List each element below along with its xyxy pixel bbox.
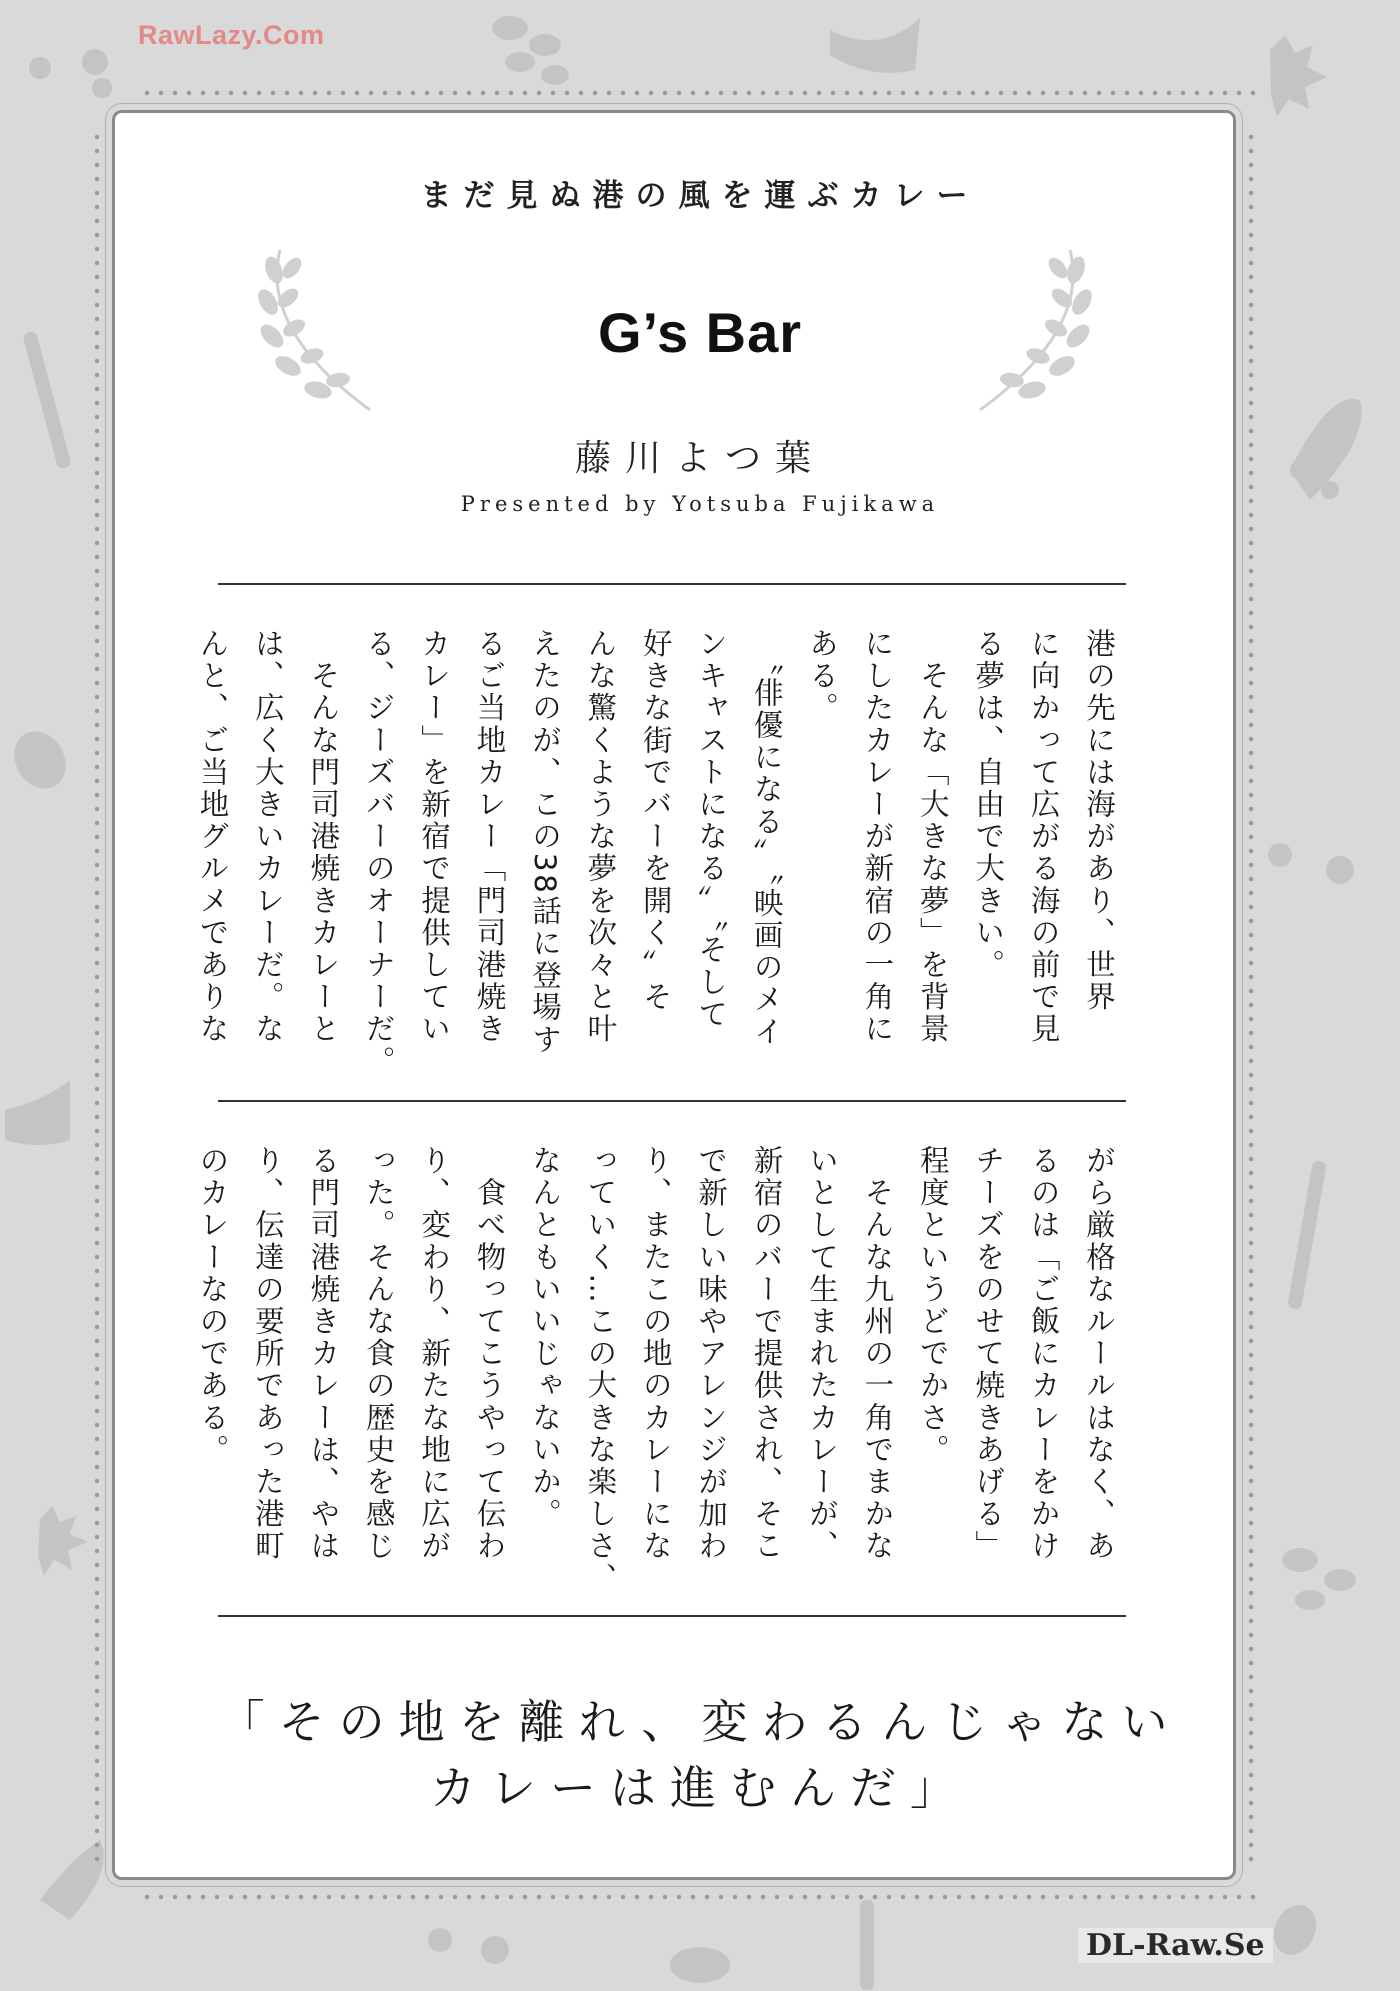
body-text-column: った。そんな食の歴史を感じ (361, 1145, 396, 1563)
body-text-column: り、伝達の要所であった港町 (250, 1145, 285, 1563)
closing-quote-line-1: 「その地を離れ、変わるんじゃない (218, 1695, 1182, 1749)
body-text-column: いとして生まれたカレーが、 (804, 1145, 839, 1563)
body-text-column: 好きな街でバーを開く〟そ (638, 628, 673, 1014)
article-title: G’s Bar (597, 301, 803, 364)
body-text-column: っていく…この大きな楽しさ、 (583, 1145, 618, 1595)
body-text-column: 〝俳優になる〟〝映画のメイ (749, 628, 784, 1048)
body-text-column: そんな九州の一角でまかな (860, 1145, 895, 1563)
body-text-column: る門司港焼きカレーは、やは (306, 1145, 341, 1563)
divider-top (218, 583, 1126, 585)
article-subtitle: まだ見ぬ港の風を運ぶカレー (420, 178, 980, 214)
body-text-column: 新宿のバーで提供され、そこ (749, 1145, 784, 1563)
body-text-column: る夢は、自由で大きい。 (971, 628, 1006, 982)
dotted-border-bottom (140, 1892, 1260, 1902)
body-text-column: に向かって広がる海の前で見 (1026, 628, 1061, 1046)
body-text-block-1 (195, 628, 1126, 1078)
body-text-column: 港の先には海があり、世界 (1082, 628, 1116, 1014)
body-text-column: で新しい味やアレンジが加わ (694, 1145, 729, 1563)
body-text-column: ンキャストになる〟〝そして (694, 628, 729, 1031)
body-text-column: り、変わり、新たな地に広が (417, 1145, 452, 1563)
presented-by: Presented by Yotsuba Fujikawa (460, 492, 940, 516)
body-text-column: 程度というどでかさ。 (915, 1145, 950, 1466)
body-text-column: ある。 (804, 628, 839, 725)
body-text-column: にしたカレーが新宿の一角に (860, 628, 895, 1046)
body-text-column: るのは「ご飯にカレーをかけ (1026, 1145, 1061, 1563)
body-text-column: そんな「大きな夢」を背景 (915, 628, 950, 1046)
body-text-column: のカレーなのである。 (195, 1145, 230, 1466)
body-text-column: んと、ご当地グルメでありな (195, 628, 230, 1046)
watermark-rawlazy: RawLazy.Com (138, 20, 325, 50)
body-text-column: なんともいいじゃないか。 (527, 1145, 562, 1531)
body-text-column: んな驚くような夢を次々と叶 (583, 628, 618, 1046)
dotted-border-left (92, 130, 102, 1861)
dotted-border-top (140, 88, 1260, 98)
body-text-column: そんな門司港焼きカレーと (306, 628, 341, 1046)
body-text-column: り、またこの地のカレーにな (638, 1145, 673, 1563)
body-text-column: えたのが、この38話に登場す (527, 628, 562, 1056)
divider-bottom (218, 1615, 1126, 1617)
divider-middle (218, 1100, 1126, 1102)
body-text-column: 食べ物ってこうやって伝わ (472, 1145, 507, 1563)
author-name: 藤川よつ葉 (574, 438, 825, 479)
body-text-block-2 (195, 1145, 1126, 1595)
watermark-dlraw: DL-Raw.Se (1078, 1928, 1273, 1963)
body-text-column: る、ジーズバーのオーナーだ。 (361, 628, 396, 1078)
body-text-column: がら厳格なルールはなく、あ (1082, 1145, 1116, 1563)
body-text-column: チーズをのせて焼きあげる」 (971, 1145, 1006, 1563)
body-text-column: るご当地カレー「門司港焼き (472, 628, 507, 1046)
body-text-column: カレー」を新宿で提供してい (417, 628, 452, 1046)
closing-quote-line-2: カレーは進むんだ」 (430, 1761, 970, 1815)
dotted-border-right (1246, 130, 1256, 1861)
body-text-column: は、広く大きいカレーだ。な (250, 628, 285, 1046)
